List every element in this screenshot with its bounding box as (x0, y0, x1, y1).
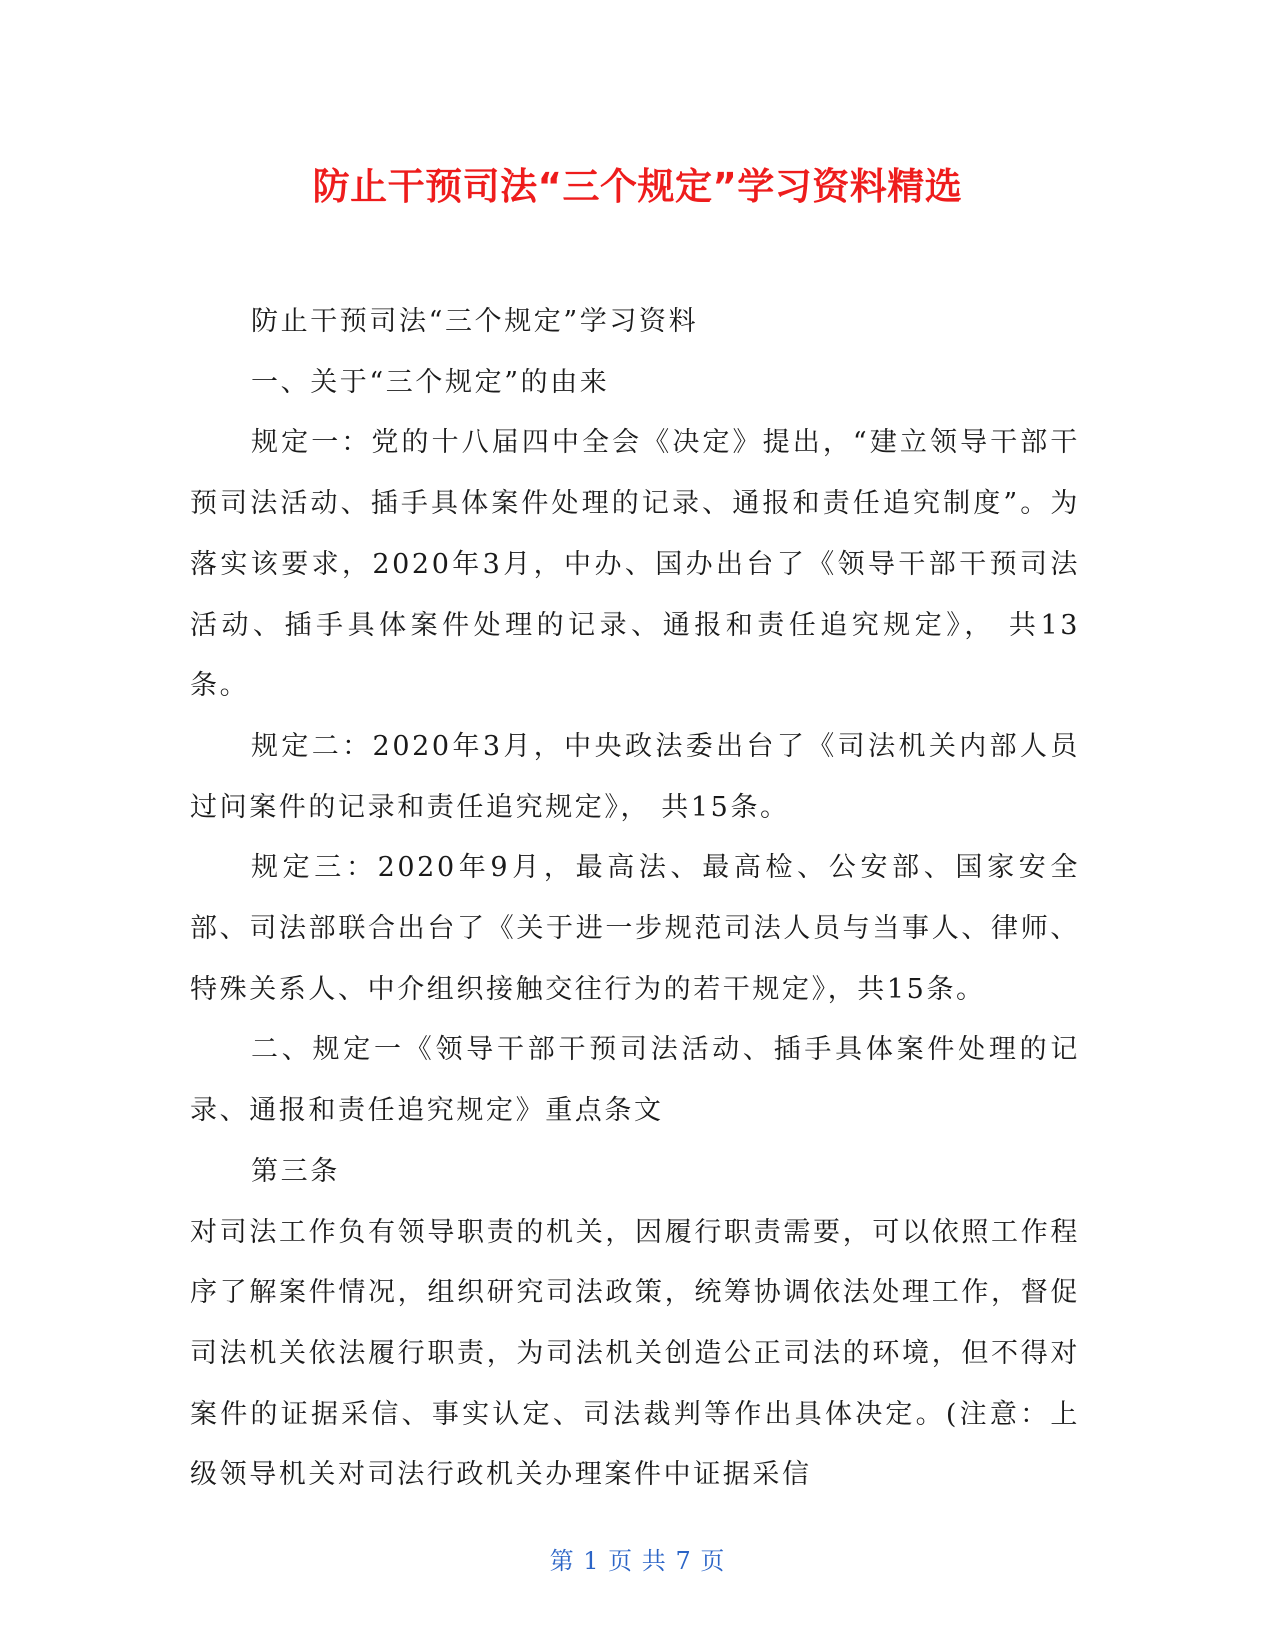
paragraph-article-three-heading: 第三条 (251, 1155, 340, 1187)
paragraph-article-three-text: 对司法工作负有领导职责的机关，因履行职责需要，可以依照工作程序了解案件情况，组织研究司法政策，统筹协调依法处理工作，督促司法机关依法履行职责，为司法机关创造公正司法的环境，但不得对案件的证据采信、事实认定、司法裁判等作出具体决定。(注意：上级领导机关对司法行政机关办理案件中证据采信 (190, 1216, 1080, 1491)
paragraph-section-one-heading: 一、关于“三个规定”的由来 (251, 366, 610, 398)
paragraph-rule-three: 规定三：2020年9月，最高法、最高检、公安部、国家安全部、司法部联合出台了《关于进一步规范司法人员与当事人、律师、特殊关系人、中介组织接触交往行为的若干规定》，共15条。 (190, 852, 1080, 1005)
paragraph-section-two-heading: 二、规定一《领导干部干预司法活动、插手具体案件处理的记录、通报和责任追究规定》重点条文 (190, 1034, 1080, 1127)
page-number-footer: 第 1 页 共 7 页 (549, 1547, 726, 1575)
document-title: 防止干预司法“三个规定”学习资料精选 (312, 165, 963, 208)
paragraph-rule-one: 规定一：党的十八届四中全会《决定》提出，“建立领导干部干预司法活动、插手具体案件处理的记录、通报和责任追究制度”。为落实该要求，2020年3月，中办、国办出台了《领导干部干预司法活动、插手具体案件处理的记录、通报和责任追究规定》， 共13条。 (190, 427, 1080, 702)
document-body (190, 292, 1080, 1506)
paragraph-rule-two: 规定二：2020年3月，中央政法委出台了《司法机关内部人员过问案件的记录和责任追究规定》， 共15条。 (190, 730, 1080, 823)
paragraph-subtitle: 防止干预司法“三个规定”学习资料 (251, 306, 699, 337)
